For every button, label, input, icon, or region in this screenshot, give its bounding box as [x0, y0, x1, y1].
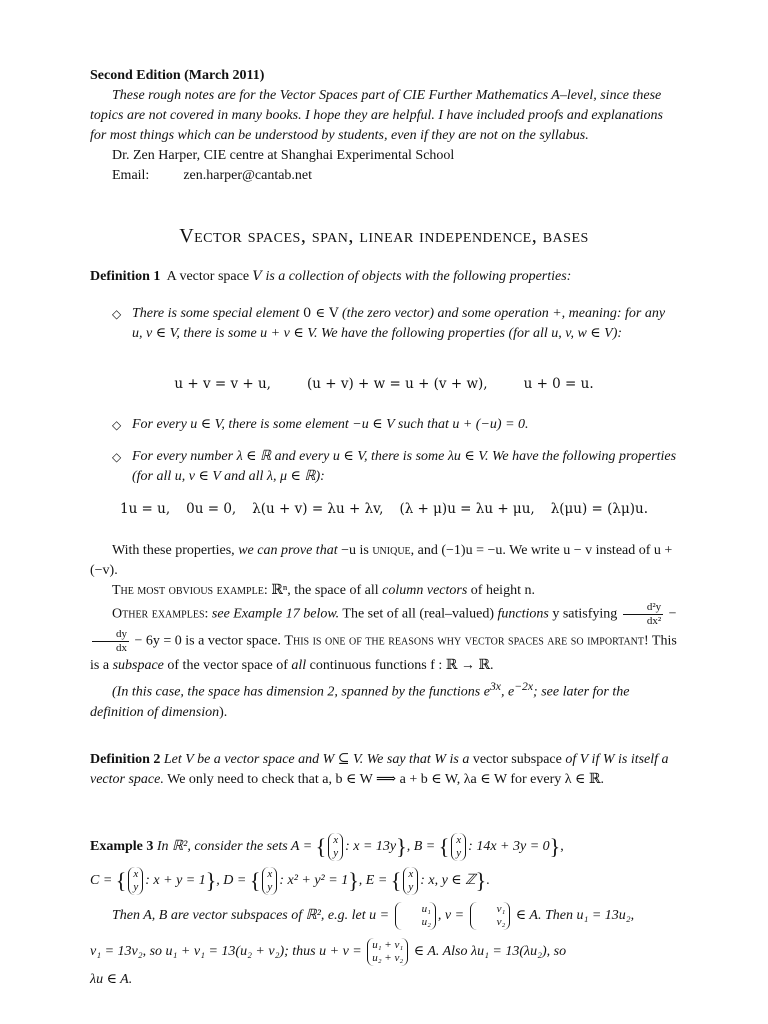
- p3-a: Other examples:: [112, 606, 209, 622]
- eq2-3: (λ + μ)u = λu + μu,: [399, 501, 535, 517]
- frac2-num: dy: [92, 628, 129, 642]
- ex3-then-a: Then A, B are vector subspaces of ℝ², e.g. let u =: [112, 908, 393, 924]
- p1-b: we can prove that: [238, 543, 338, 558]
- ex3-e: , E =: [358, 873, 391, 889]
- fraction-first-derivative: [92, 628, 129, 655]
- def1-lead-b: V: [252, 269, 262, 284]
- p3-i: This is a: [90, 633, 677, 673]
- ex3-line5: λu ∈ A.: [90, 972, 133, 988]
- frac2-den: dx: [116, 642, 127, 654]
- p2-c: column vectors: [382, 583, 468, 598]
- email-line: [90, 166, 678, 186]
- def2-a: Let V be a vector space and W ⊆ V. We say that W is a: [160, 752, 473, 767]
- diamond-bullet-icon: ◇: [112, 307, 122, 321]
- definition-2-label: Definition 2: [90, 752, 161, 767]
- definition-2: [90, 750, 678, 790]
- eq2-1: 0u = 0,: [186, 501, 237, 517]
- vy: y: [133, 881, 139, 894]
- vector-u-plus-v: [367, 938, 408, 966]
- ex3-line2: C = { x y : x + y = 1}, D = { x y : x² + y² = 1}, E = { x y : x, y ∈ ℤ}.: [90, 868, 490, 894]
- def1-lead-a: A vector space: [166, 269, 253, 284]
- p1-e: , and (−1)u = −u. We write u − v instead of u + (−v).: [90, 543, 673, 578]
- paragraph-unique: [90, 541, 678, 723]
- ex3-a: In ℝ², consider the sets A =: [153, 839, 316, 855]
- frac1-num: d²y: [623, 601, 663, 615]
- def2-text: [90, 750, 678, 790]
- p3-b: see Example 17 below.: [208, 606, 340, 622]
- vx: x: [133, 868, 139, 881]
- bullet-1-text: [132, 304, 678, 344]
- ex3-line2-b: ∈ A. Also λu₁ = 13(λu₂), so: [410, 944, 567, 960]
- column-vector: [262, 867, 277, 895]
- p4-b: , e: [500, 684, 515, 700]
- author-line: Dr. Zen Harper, CIE centre at Shanghai Experimental School: [112, 148, 455, 163]
- ex3-line1: Example 3 In ℝ², consider the sets A = { x y : x = 13y}, B = { x y : 14x + 3y = 0},: [90, 834, 564, 859]
- p2-b: ℝⁿ, the space of all: [267, 583, 383, 598]
- p2-a: The most obvious example:: [112, 583, 268, 598]
- def2-c: of V if W is itself a vector space.: [90, 752, 669, 787]
- example-3-label: Example 3: [90, 839, 154, 855]
- column-vector: [451, 833, 466, 861]
- ex3-then-c: ∈ A. Then u₁ = 13u₂,: [512, 908, 635, 924]
- p3-m: continuous functions f : ℝ → ℝ.: [306, 658, 494, 673]
- u2: u₂: [421, 916, 431, 929]
- definition-1-label: Definition 1: [90, 269, 161, 284]
- p3-c: The set of all (real–valued): [339, 606, 498, 622]
- p4-d: ).: [219, 704, 228, 720]
- v1: v₁: [496, 903, 506, 916]
- section-title: Vector spaces, span, linear independence, bases: [179, 225, 589, 247]
- p4-a: (In this case, the space has dimension 2, spanned by the functions e: [112, 684, 490, 700]
- bullet-2-text: For every u ∈ V, there is some element −u ∈ V such that u + (−u) = 0.: [132, 417, 529, 432]
- eq1-2: u + 0 = u.: [523, 376, 594, 392]
- ex3-line2-a: v₁ = 13v₂, so u₁ + v₁ = 13(u₂ + v₂); thus u + v =: [90, 944, 366, 960]
- p1-a: With these properties,: [112, 543, 239, 558]
- para4-text: [90, 677, 678, 723]
- para2-text: [90, 581, 678, 601]
- def1-lead-c: is a collection of objects with the following properties:: [261, 269, 572, 284]
- set-d-condition: : x² + y² = 1: [279, 873, 349, 889]
- set-a-condition: : x = 13y: [345, 839, 397, 855]
- ex3-c: C =: [90, 873, 116, 889]
- v2: v₂: [496, 916, 506, 929]
- equation-scalar-properties: [90, 499, 678, 519]
- bullet-additive-inverse: [112, 415, 678, 435]
- eq2-2: λ(u + v) = λu + λv,: [252, 501, 384, 517]
- vy: y: [267, 881, 273, 894]
- ex3-d: , D =: [216, 873, 250, 889]
- p4-sup2: −2x: [514, 680, 534, 693]
- eq1-1: (u + v) + w = u + (v + w),: [306, 376, 488, 392]
- column-vector: [403, 867, 418, 895]
- email-label: Email:: [112, 168, 150, 183]
- email-address[interactable]: zen.harper@cantab.net: [183, 168, 313, 183]
- vy: y: [408, 881, 414, 894]
- set-c-condition: : x + y = 1: [145, 873, 206, 889]
- bullet-zero-vector: [112, 304, 678, 344]
- p3-g: − 6y = 0 is a vector space.: [131, 633, 285, 649]
- edition-line: Second Edition (March 2011): [90, 68, 265, 83]
- example-3: [90, 830, 678, 990]
- column-vector: [128, 867, 143, 895]
- diamond-bullet-icon: ◇: [112, 450, 122, 464]
- def2-d: We only need to check that a, b ∈ W ⟹ a + b ∈ W, λa ∈ W for every λ ∈ ℝ.: [163, 772, 605, 787]
- u1: u₁: [421, 903, 431, 916]
- b1-b: 0 ∈ V: [302, 306, 339, 321]
- eq2-0: 1u = u,: [119, 501, 171, 517]
- ex3-line3: [90, 898, 678, 934]
- set-e-condition: : x, y ∈ ℤ: [420, 873, 476, 889]
- header-block: [90, 66, 678, 186]
- diamond-bullet-icon: ◇: [112, 418, 122, 432]
- vx: x: [456, 834, 462, 846]
- p3-l: all: [291, 658, 307, 673]
- def2-b: vector subspace: [472, 752, 562, 767]
- vx: x: [333, 834, 339, 846]
- para1-text: [90, 541, 678, 581]
- p3-h: This is one of the reasons why vector spaces are so important!: [284, 633, 649, 649]
- fraction-second-derivative: [623, 601, 663, 628]
- frac1-den: dx²: [646, 615, 662, 627]
- vector-v: [470, 902, 511, 930]
- p2-d: of height n.: [467, 583, 535, 598]
- column-vector: [328, 833, 343, 861]
- set-b-condition: : 14x + 3y = 0: [468, 839, 550, 855]
- intro-paragraph: These rough notes are for the Vector Spaces part of CIE Further Mathematics A–level, since these topics are not covered in many books. I hope they are helpful. I have included proofs and explanations for most things which can be understood by students, even if they are not on the syllabus.: [90, 88, 663, 143]
- vector-u: [395, 902, 436, 930]
- eq2-4: λ(μu) = (λμ)u.: [550, 501, 649, 517]
- equation-addition-properties: [90, 374, 678, 394]
- p4-sup1: 3x: [489, 680, 501, 693]
- s2: u₂ + v₂: [372, 952, 404, 965]
- ex3-b: , B =: [406, 839, 439, 855]
- bullet-scalar-multiplication: [112, 447, 678, 487]
- vx: x: [267, 868, 273, 881]
- b1-a: There is some special element: [132, 306, 303, 321]
- p3-k: of the vector space of: [163, 658, 292, 673]
- vy: y: [456, 847, 462, 859]
- vx: x: [408, 868, 414, 881]
- p1-d: unique: [372, 543, 411, 558]
- ex3-then-b: , v =: [437, 908, 468, 924]
- bullet-3-text: For every number λ ∈ ℝ and every u ∈ V, there is some λu ∈ V. We have the following properties (for all u, v ∈ V and all λ, μ ∈ ℝ):: [132, 449, 677, 484]
- s1: u₁ + v₁: [372, 939, 404, 952]
- eq1-0: u + v = v + u,: [174, 376, 271, 392]
- p3-j: subspace: [112, 658, 164, 673]
- p4-c: ; see later for the definition of dimension: [90, 684, 630, 720]
- p1-c: −u is: [337, 543, 373, 558]
- ex3-line4: [90, 934, 678, 970]
- b1-c: (the zero vector) and some operation +, meaning: for any u, v ∈ V, there is some u + v ∈ V. We have the following properties (for all u, v, w ∈ V):: [132, 306, 666, 341]
- p3-e: y satisfying: [548, 606, 618, 622]
- para3-text: Other examples: see Example 17 below. The set of all (real–valued) functions y satisfying $\frac{\text{d²y}}{\text{dx²}}$ − $\frac{dy}{dx}$ − 6y = 0 is a vector space. This is one of the reasons why vector spaces are so important! This is a subspace of the vector space of all continuous functions f : ℝ → ℝ.: [90, 601, 677, 673]
- definition-1-lead: [90, 267, 678, 287]
- vy: y: [333, 847, 339, 859]
- p3-d: functions: [497, 606, 549, 622]
